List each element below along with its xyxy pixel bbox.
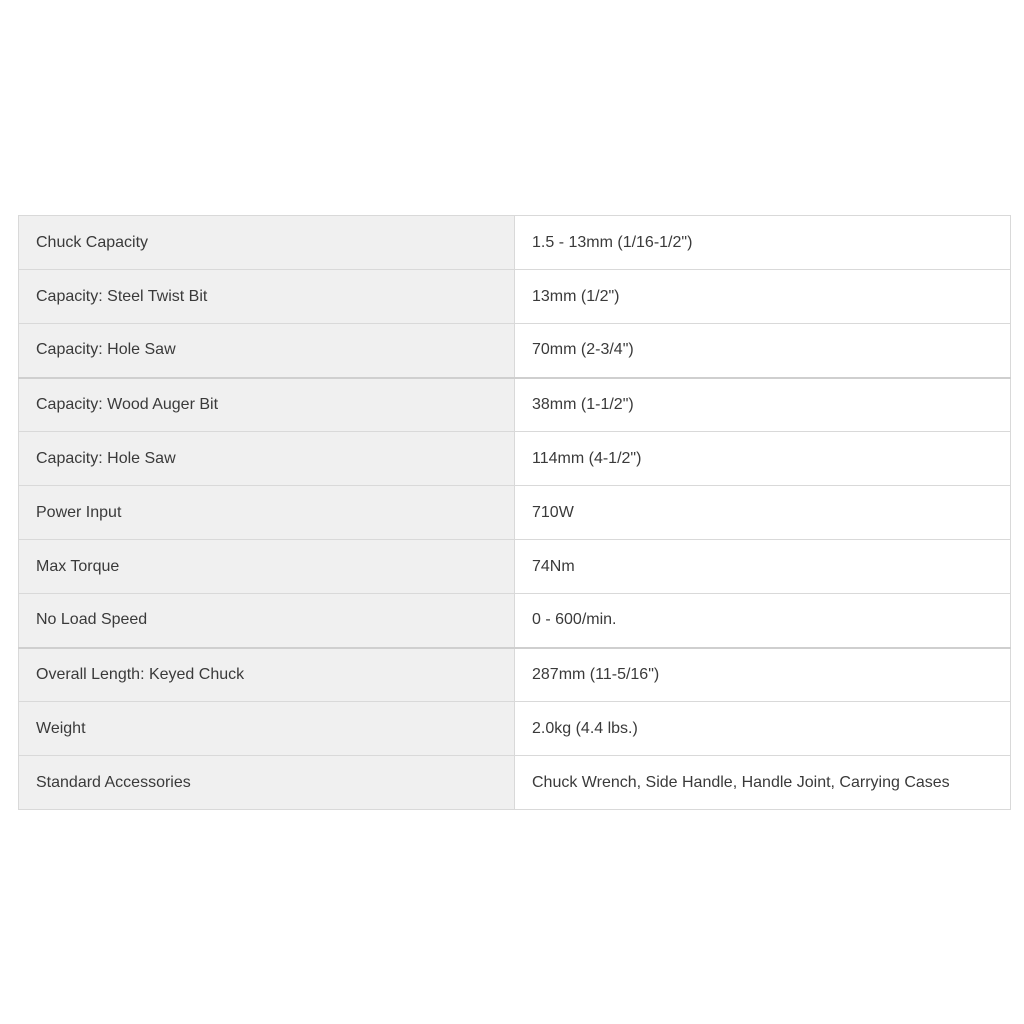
table-row	[19, 540, 1011, 594]
spec-value: 1.5 - 13mm (1/16-1/2")	[515, 216, 1011, 270]
spec-label: Capacity: Hole Saw	[19, 324, 515, 378]
spec-label: Power Input	[19, 486, 515, 540]
table-row	[19, 216, 1011, 270]
spec-label: Capacity: Steel Twist Bit	[19, 270, 515, 324]
table-row	[19, 486, 1011, 540]
spec-label: Overall Length: Keyed Chuck	[19, 648, 515, 702]
spec-label: No Load Speed	[19, 594, 515, 648]
spec-label: Standard Accessories	[19, 756, 515, 810]
spec-value: 0 - 600/min.	[515, 594, 1011, 648]
table-row	[19, 324, 1011, 378]
table-row	[19, 378, 1011, 432]
spec-label: Max Torque	[19, 540, 515, 594]
spec-value: 38mm (1-1/2")	[515, 378, 1011, 432]
spec-value: 70mm (2-3/4")	[515, 324, 1011, 378]
spec-value: 2.0kg (4.4 lbs.)	[515, 702, 1011, 756]
table-row	[19, 270, 1011, 324]
table-row	[19, 594, 1011, 648]
spec-value: 74Nm	[515, 540, 1011, 594]
spec-label: Weight	[19, 702, 515, 756]
table-row	[19, 648, 1011, 702]
spec-label: Chuck Capacity	[19, 216, 515, 270]
spec-value: 13mm (1/2")	[515, 270, 1011, 324]
spec-value: 114mm (4-1/2")	[515, 432, 1011, 486]
specifications-table	[18, 215, 1011, 810]
table-row	[19, 432, 1011, 486]
spec-value: 710W	[515, 486, 1011, 540]
spec-value: 287mm (11-5/16")	[515, 648, 1011, 702]
spec-value: Chuck Wrench, Side Handle, Handle Joint, Carrying Cases	[515, 756, 1011, 810]
spec-label: Capacity: Wood Auger Bit	[19, 378, 515, 432]
table-row	[19, 756, 1011, 810]
table-row	[19, 702, 1011, 756]
spec-label: Capacity: Hole Saw	[19, 432, 515, 486]
